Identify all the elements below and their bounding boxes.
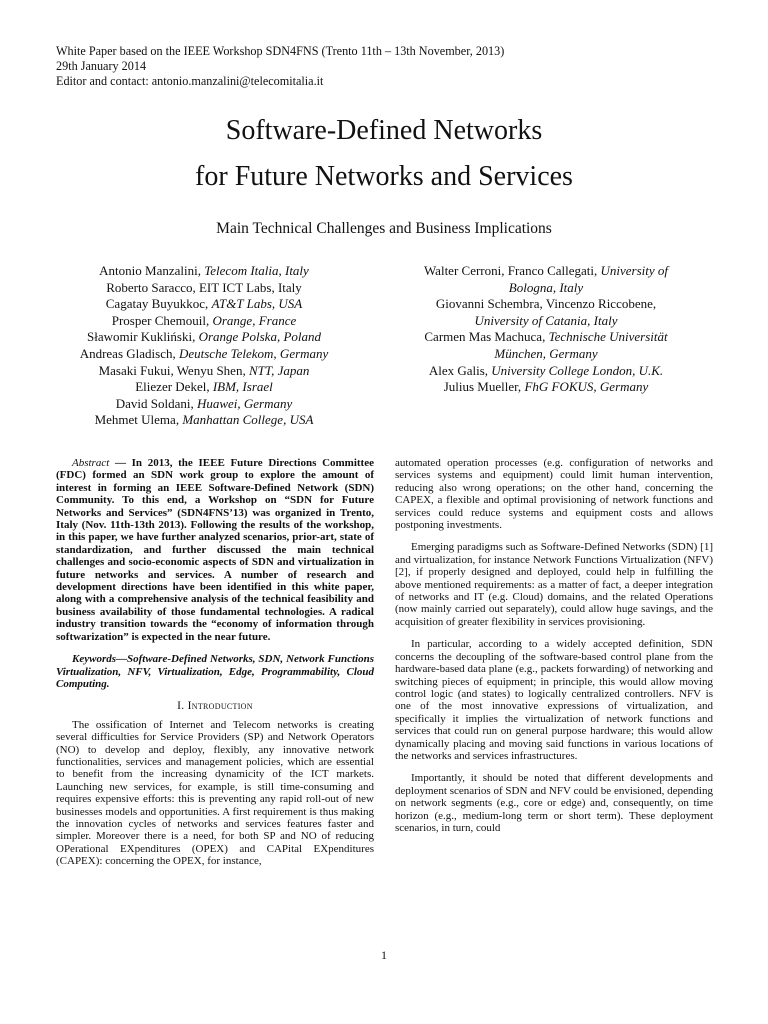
- author-affiliation: IBM, Israel: [212, 379, 273, 395]
- author-name: Giovanni Schembra, Vincenzo Riccobene,: [435, 296, 657, 312]
- author-line: [372, 346, 720, 363]
- author-line: [372, 329, 720, 346]
- author-name: Walter Cerroni, Franco Callegati,: [423, 263, 601, 278]
- author-affiliation: Huawei, Germany: [196, 395, 293, 411]
- author-affiliation: AT&T Labs, USA: [211, 296, 303, 312]
- keywords: Keywords—Software-Defined Networks, SDN, Network Functions Virtualization, NFV, Virtualization, Edge, Programmability, Cloud Computing.: [56, 653, 374, 690]
- authors-left-column: [48, 263, 360, 429]
- paragraph-emerging-paradigms: Emerging paradigms such as Software-Defined Networks (SDN) [1] and virtualization, for instance Network Functions Virtualization (NFV) [2], if properly designed and deployed, could help in fulfilling the above mentioned requirements: as a matter of fact, a deeper integration of networks and IT (e.g. Cloud) domains, and the related Operations (now mainly carried out separately), could allow huge savings, and the acquisition of greater flexibility in services provisioning.: [395, 541, 713, 628]
- author-affiliation: University College London, U.K.: [491, 362, 664, 378]
- authors-right-column: [372, 263, 720, 396]
- author-name: Carmen Mas Machuca,: [424, 329, 549, 345]
- title-line-1: Software-Defined Networks: [225, 115, 543, 146]
- author-line: [372, 363, 720, 380]
- author-name: Roberto Saracco, EIT ICT Labs, Italy: [106, 279, 302, 295]
- author-line: [372, 296, 720, 313]
- author-line: [372, 379, 720, 396]
- abstract-label: Abstract: [72, 457, 110, 469]
- author-name: Masaki Fukui, Wenyu Shen,: [98, 362, 249, 378]
- author-affiliation: Deutsche Telekom, Germany: [178, 345, 329, 361]
- author-affiliation: University of Catania, Italy: [474, 312, 618, 328]
- section-heading-introduction: I. Introduction: [177, 700, 253, 713]
- author-name: David Soldani,: [115, 395, 197, 411]
- abstract-text: — In 2013, the IEEE Future Directions Committee (FDC) formed an SDN work group to explore the amount of interest in forming an IEEE Software-Defined Network (SDN) Community. To this end, a Workshop on “SDN for Future Networks and Services” (SDN4FNS’13) was organized in Trento, Italy (Nov. 11th-13th 2013). Following the results of the workshop, in this paper, we have further analyzed scenarios, prior-art, state of standardization, and further discussed the main technical challenges and socio-economic aspects of SDN and virtualization in future networks and services. A number of research and development directions have been identified in this white paper, along with a comprehensive analysis of the technical feasibility and business availability of those fundamental technologies. A radical industry transition towards the “economy of information through softwarization” is expected in the near future.: [56, 457, 374, 643]
- author-line: [48, 313, 360, 330]
- author-affiliation: NTT, Japan: [248, 362, 310, 378]
- author-affiliation: München, Germany: [494, 345, 598, 361]
- author-name: Eliezer Dekel,: [135, 379, 213, 395]
- author-affiliation: Orange, France: [212, 312, 297, 328]
- author-line: [48, 396, 360, 413]
- author-line: [48, 263, 360, 280]
- author-line: [48, 363, 360, 380]
- paragraph-deployment-scenarios: Importantly, it should be noted that different developments and deployment scenarios of SDN and NFV could be envisioned, depending on network segments (e.g., core or edge) and, consequently, on time horizon (e.g., medium-long term or short term). These deployment scenarios, in turn, could: [395, 772, 713, 834]
- author-name: Julius Mueller,: [443, 379, 525, 395]
- author-affiliation: Technische Universität: [548, 329, 668, 345]
- abstract: [56, 457, 374, 643]
- right-text-column: [395, 457, 713, 844]
- author-name: Andreas Gladisch,: [79, 345, 179, 361]
- author-name: Prosper Chemouil,: [111, 312, 213, 328]
- paragraph-opex-capex: automated operation processes (e.g. configuration of networks and services systems and equipment) could limit human intervention, reducing also wrong operations; on the other hand, concerning the CAPEX, a flexible and optimal provisioning of network functions and services could reduce systems and equipment costs and allows postponing investments.: [395, 457, 713, 532]
- author-name: Sławomir Kukliński,: [87, 329, 199, 345]
- header-date-line: 29th January 2014: [56, 59, 147, 73]
- paper-title: [0, 108, 768, 200]
- author-line: [372, 280, 720, 297]
- author-name: Mehmet Ulema,: [94, 412, 183, 428]
- author-line: [372, 313, 720, 330]
- paper-subtitle: Main Technical Challenges and Business Implications: [216, 220, 552, 237]
- author-affiliation: Bologna, Italy: [508, 279, 584, 295]
- paper-header: [56, 44, 716, 89]
- author-affiliation: FhG FOKUS, Germany: [524, 379, 649, 395]
- paragraph-sdn-definition: In particular, according to a widely accepted definition, SDN concerns the decoupling of the software-based control plane from the hardware-based data plane (e.g., packets forwarding) of networking and switching pieces of equipment; in principle, this would allow moving control logic (and states) to logically centralized controllers. NFV is one of the most innovative expressions of virtualization, and specifically it implies the virtualization of network functions and services that could run on general purpose hardware; this would allow dynamically placing and moving said functions in various locations of the networks and services infrastructures.: [395, 638, 713, 762]
- intro-paragraph: The ossification of Internet and Telecom networks is creating several difficulties for Service Providers (SP) and Network Operators (NO) to develop and deploy, flexibly, any innovative network functionalities, services and management policies, which are essential to benefit from the increasing dynamicity of the ICT markets. Launching new services, for example, is still time-consuming and requires expensive efforts: this is preventing any rapid roll-out of new businesses models and opportunities. A first requirement is thus making the innovation cycles of networks and services features faster and simpler. Moreover there is a need, for both SP and NO of reducing OPerational EXpenditures (OPEX) and CAPital EXpenditures (CAPEX): concerning the OPEX, for instance,: [56, 718, 374, 868]
- author-line: [48, 329, 360, 346]
- title-line-2: for Future Networks and Services: [195, 161, 573, 192]
- author-line: [48, 296, 360, 313]
- author-affiliation: University of: [600, 263, 669, 278]
- author-affiliation: Telecom Italia, Italy: [204, 263, 309, 278]
- author-name: Antonio Manzalini,: [99, 263, 205, 278]
- author-line: [48, 280, 360, 297]
- author-line: [48, 412, 360, 429]
- page-number: 1: [381, 948, 387, 962]
- author-affiliation: Manhattan College, USA: [182, 412, 314, 428]
- author-name: Alex Galis,: [428, 362, 492, 378]
- author-line: [372, 263, 720, 280]
- author-name: Cagatay Buyukkoc,: [105, 296, 212, 312]
- header-workshop-line: White Paper based on the IEEE Workshop SDN4FNS (Trento 11th – 13th November, 2013): [56, 44, 505, 58]
- left-text-column: [56, 457, 374, 878]
- author-affiliation: Orange Polska, Poland: [198, 329, 321, 345]
- author-line: [48, 346, 360, 363]
- header-contact-line: Editor and contact: antonio.manzalini@telecomitalia.it: [56, 74, 324, 88]
- author-line: [48, 379, 360, 396]
